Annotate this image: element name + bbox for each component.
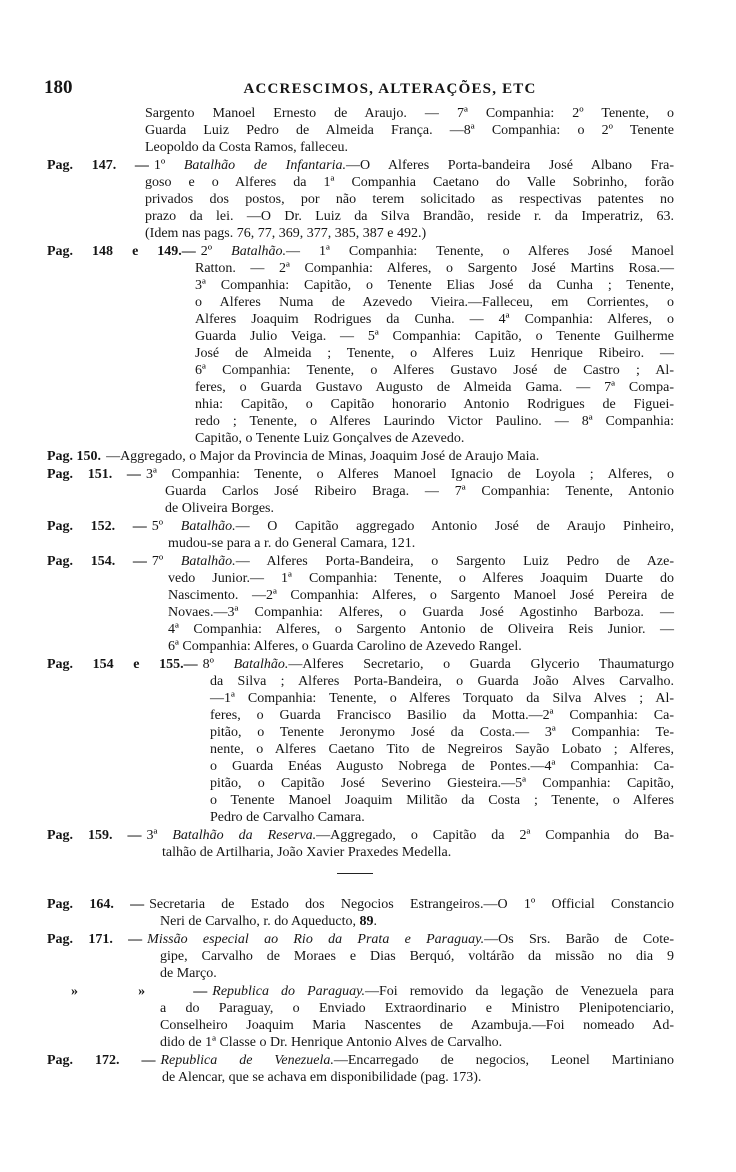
running-title: ACCRESCIMOS, ALTERAÇÕES, ETC <box>243 81 537 97</box>
page-reference-label: Pag. 147. — <box>47 158 149 173</box>
text-line <box>160 1000 674 1017</box>
page-reference-label: Pag. 171. — <box>47 932 143 947</box>
text-segment: Guarda Julio Veiga. — 5ª Companhia: Capitão, o Tenente Guilherme <box>195 329 674 344</box>
text-segment: 8º <box>202 657 234 672</box>
page-reference-label: Pag. 164. — <box>47 897 145 912</box>
text-segment: Capitão, o Tenente Luiz Gonçalves de Azevedo. <box>195 431 465 446</box>
text-line <box>145 225 674 242</box>
text-segment: 4ª Companhia: Alferes, o Sargento Antonio de Oliveira Reis Junior. — <box>168 622 674 637</box>
text-line <box>145 174 674 191</box>
text-segment: —Aggregado, o Capitão da 2ª Companhia do Ba- <box>316 828 674 843</box>
text-line <box>47 656 674 673</box>
text-segment: — O Capitão aggregado Antonio José de Araujo Pinheiro, <box>235 519 674 534</box>
entry <box>0 553 736 655</box>
text-segment: Nascimento. —2ª Companhia: Alferes, o Sargento Manoel José Pereira de <box>168 588 674 603</box>
text-line <box>47 518 674 535</box>
text-segment: privados dos postos, por não terem solicitado as respectivas patentes no <box>145 192 674 207</box>
text-segment: 3ª Companhia: Capitão, o Tenente Elias José da Cunha ; Tenente, <box>195 278 674 293</box>
text-segment: — Alferes Porta-Bandeira, o Sargento Luiz Pedro de Aze- <box>235 554 674 569</box>
text-line <box>195 311 674 328</box>
text-segment: Ratton. — 2ª Companhia: Alferes, o Sargento José Martins Rosa.— <box>195 261 674 276</box>
text-segment: 3ª <box>146 828 173 843</box>
text-segment: pitão, o Tenente Jeronymo José da Costa.— 3ª Companhia: Te- <box>210 725 674 740</box>
text-line <box>195 328 674 345</box>
text-segment: feres, o Guarda Francisco Basilio da Motta.—2ª Companhia: Ca- <box>210 708 674 723</box>
italic-heading: Batalhão. <box>233 657 289 672</box>
text-segment: — 1ª Companhia: Tenente, o Alferes José Manoel <box>286 244 675 259</box>
text-line <box>47 983 674 1000</box>
text-segment: Guarda Carlos José Ribeiro Braga. — 7ª Companhia: Tenente, Antonio <box>165 484 674 499</box>
text-segment: nente, o Alferes Caetano Tito de Negreiros Sayão Lobato ; Alferes, <box>210 742 674 757</box>
text-line <box>145 105 674 122</box>
text-segment: pitão, o Capitão José Severino Giesteira.—5ª Companhia: Capitão, <box>210 776 674 791</box>
text-line <box>160 913 674 930</box>
italic-heading: Republica do Paraguay. <box>212 984 366 999</box>
text-segment: (Idem nas pags. 76, 77, 369, 377, 385, 387 e 492.) <box>145 226 427 241</box>
text-segment: Leopoldo da Costa Ramos, falleceu. <box>145 140 348 155</box>
text-line <box>195 294 674 311</box>
entry <box>0 157 736 242</box>
text-segment: 2º <box>200 244 232 259</box>
text-segment: —Os Srs. Barão de Cote- <box>484 932 674 947</box>
text-line <box>47 243 674 260</box>
text-segment: Guarda Luiz Pedro de Almeida França. —8ª Companhia: o 2º Tenente <box>145 123 674 138</box>
text-segment: 3ª Companhia: Tenente, o Alferes Manoel Ignacio de Loyola ; Alferes, o <box>145 467 674 482</box>
page-reference-label: Pag. 159. — <box>47 828 142 843</box>
text-segment: o Guarda Enéas Augusto Nobrega de Pontes.—4ª Companhia: Ca- <box>210 759 674 774</box>
text-segment: de Alencar, que se achava em disponibilidade (pag. 173). <box>162 1070 482 1085</box>
italic-heading: Batalhão de Infantaria. <box>183 158 346 173</box>
text-line <box>160 1017 674 1034</box>
text-segment: o Tenente Manoel Joaquim Militão da Costa ; Tenente, o Alferes <box>210 793 674 808</box>
text-segment: Alferes Joaquim Rodrigues da Cunha. — 4ª Companhia: Alferes, o <box>195 312 674 327</box>
page-reference-label: Pag. 172. — <box>47 1053 156 1068</box>
italic-heading: Batalhão. <box>180 519 236 534</box>
text-segment: —Alferes Secretario, o Guarda Glycerio Thaumaturgo <box>288 657 675 672</box>
text-line <box>195 430 674 447</box>
text-segment: —O Alferes Porta-bandeira José Albano Fra- <box>345 158 675 173</box>
text-segment: —1ª Companhia: Tenente, o Alferes Torquato da Silva Alves ; Al- <box>210 691 674 706</box>
text-line <box>195 345 674 362</box>
text-line <box>160 965 674 982</box>
text-segment: prazo da lei. —O Dr. Luiz da Silva Brandão, reside r. da Imperatriz, 63. <box>145 209 674 224</box>
text-line <box>165 500 674 517</box>
text-line <box>47 553 674 570</box>
text-line <box>168 621 674 638</box>
italic-heading: Batalhão. <box>231 244 286 259</box>
page-reference-label: Pag. 152. — <box>47 519 147 534</box>
text-segment: Conselheiro Joaquim Maria Nascentes de Azambuja.—Foi nomeado Ad- <box>160 1018 674 1033</box>
text-line <box>47 827 674 844</box>
text-segment: de Oliveira Borges. <box>165 501 274 516</box>
entry <box>0 931 736 982</box>
italic-heading: Republica de Venezuela. <box>160 1053 334 1068</box>
text-line <box>168 535 674 552</box>
text-segment: Neri de Carvalho, r. do Aqueducto, <box>160 914 360 929</box>
text-line <box>210 775 674 792</box>
text-line <box>210 758 674 775</box>
text-line <box>210 673 674 690</box>
text-line <box>160 1034 674 1051</box>
text-segment: o Alferes Numa de Azevedo Vieira.—Falleceu, em Corrientes, o <box>195 295 674 310</box>
page-reference-label: Pag. 150. <box>47 449 102 464</box>
text-segment: 1º <box>153 158 184 173</box>
page-number: 180 <box>44 77 73 98</box>
text-segment: 6ª Companhia: Tenente, o Alferes Gustavo José de Castro ; Al- <box>195 363 674 378</box>
text-segment: talhão de Artilharia, João Xavier Praxedes Medella. <box>162 845 452 860</box>
entry <box>0 466 736 517</box>
text-line <box>195 277 674 294</box>
text-segment: José de Almeida ; Tenente, o Alferes Luiz Henrique Ribeiro. — <box>195 346 674 361</box>
text-line <box>168 638 674 655</box>
text-line <box>195 362 674 379</box>
text-line <box>145 191 674 208</box>
text-segment: a do Paraguay, o Enviado Extraordinario e Ministro Plenipotenciario, <box>160 1001 674 1016</box>
page-body <box>0 104 736 1086</box>
entry <box>0 105 736 156</box>
text-segment: 7º <box>151 554 181 569</box>
text-segment: 6ª Companhia: Alferes, o Guarda Carolino de Azevedo Rangel. <box>168 639 522 654</box>
text-segment: goso e o Alferes da 1ª Companhia Caetano do Valle Sobrinho, forão <box>145 175 674 190</box>
text-line <box>168 604 674 621</box>
text-segment: de Março. <box>160 966 217 981</box>
text-line <box>47 931 674 948</box>
text-line <box>47 157 674 174</box>
italic-heading: Missão especial ao Rio da Prata e Paraguay. <box>147 932 485 947</box>
text-segment: redo ; Tenente, o Alferes Laurindo Victor Paulino. — 8ª Companhia: <box>195 414 674 429</box>
text-line <box>210 690 674 707</box>
text-segment: —Encarregado de negocios, Leonel Martiniano <box>333 1053 674 1068</box>
page-reference-label: Pag. 148 e 149.— <box>47 244 196 259</box>
entry <box>0 518 736 552</box>
italic-heading: Batalhão. <box>180 554 236 569</box>
page-reference-label: Pag. 154 e 155.— <box>47 657 198 672</box>
page-reference-label: » » — <box>47 984 208 999</box>
bold-number: 89 <box>359 914 374 929</box>
entry <box>0 448 736 465</box>
italic-heading: Batalhão da Reserva. <box>172 828 317 843</box>
text-line <box>160 948 674 965</box>
text-segment: dido de 1ª Classe o Dr. Henrique Antonio Alves de Carvalho. <box>160 1035 503 1050</box>
entry <box>0 1052 736 1086</box>
text-line <box>195 260 674 277</box>
entry <box>0 827 736 861</box>
text-line <box>210 809 674 826</box>
text-line <box>195 396 674 413</box>
entry <box>0 243 736 447</box>
text-line <box>210 741 674 758</box>
text-segment: feres, o Guarda Gustavo Augusto de Almeida Gama. — 7ª Compa- <box>195 380 674 395</box>
text-segment: Pedro de Carvalho Camara. <box>210 810 365 825</box>
text-line <box>145 208 674 225</box>
text-segment: Secretaria de Estado dos Negocios Estrangeiros.—O 1º Official Constancio <box>149 897 674 912</box>
section-divider <box>0 861 736 895</box>
text-line <box>195 413 674 430</box>
text-line <box>165 483 674 500</box>
page-reference-label: Pag. 151. — <box>47 467 141 482</box>
text-line <box>145 122 674 139</box>
text-segment: mudou-se para a r. do General Camara, 121. <box>168 536 416 551</box>
text-segment: vedo Junior.— 1ª Companhia: Tenente, o Alferes Joaquim Duarte do <box>168 571 674 586</box>
entry <box>0 896 736 930</box>
text-segment: —Foi removido da legação de Venezuela para <box>365 984 675 999</box>
text-segment: gipe, Carvalho de Moraes e Dias Berquó, voltárão da missão no dia 9 <box>160 949 674 964</box>
text-line <box>210 724 674 741</box>
text-line <box>162 1069 674 1086</box>
entry <box>0 983 736 1051</box>
entry <box>0 656 736 826</box>
text-segment: . <box>373 914 377 929</box>
text-line <box>47 1052 674 1069</box>
text-line <box>145 139 674 156</box>
text-line <box>195 379 674 396</box>
text-line <box>162 844 674 861</box>
text-segment: da Silva ; Alferes Porta-Bandeira, o Guarda João Alves Carvalho. <box>210 674 674 689</box>
text-line <box>47 448 674 465</box>
text-line <box>47 466 674 483</box>
page-reference-label: Pag. 154. — <box>47 554 147 569</box>
text-segment: Novaes.—3ª Companhia: Alferes, o Guarda José Agostinho Barboza. — <box>168 605 674 620</box>
text-segment: Sargento Manoel Ernesto de Araujo. — 7ª Companhia: 2º Tenente, o <box>145 106 674 121</box>
text-segment: nhia: Capitão, o Capitão honorario Antonio Rodrigues de Figuei- <box>195 397 674 412</box>
text-line <box>210 792 674 809</box>
text-line <box>168 570 674 587</box>
text-line <box>47 896 674 913</box>
text-line <box>210 707 674 724</box>
text-segment: —Aggregado, o Major da Provincia de Minas, Joaquim José de Araujo Maia. <box>106 449 540 464</box>
text-line <box>168 587 674 604</box>
text-segment: 5º <box>151 519 181 534</box>
